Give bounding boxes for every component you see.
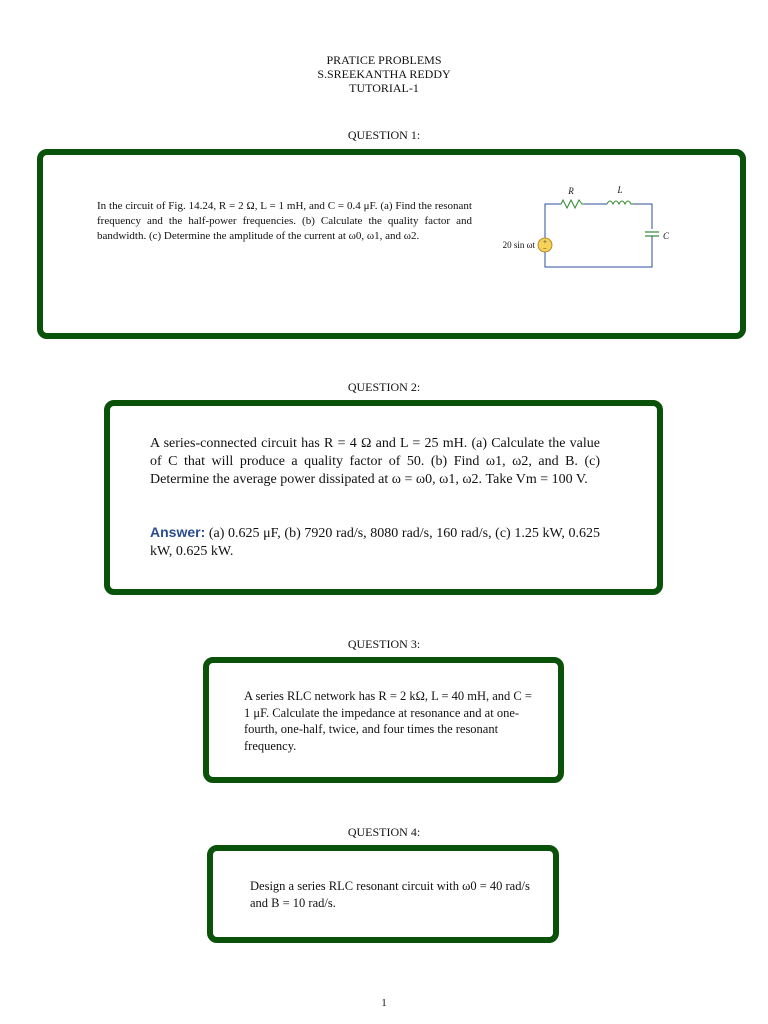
- source-label: 20 sin ωt: [502, 240, 535, 250]
- question-2-text: A series-connected circuit has R = 4 Ω and L = 25 mH. (a) Calculate the value of C that will produce a quality factor of 50. (b) Find ω1, ω2, and B. (c) Determine the average power dissipated at ω = ω0, ω1, ω2. Take Vm = 100 V.: [150, 436, 600, 487]
- source-minus-sign: −: [543, 245, 547, 253]
- page-number: 1: [381, 997, 387, 1009]
- inductor-label: L: [617, 185, 623, 195]
- inductor-symbol: [607, 201, 633, 204]
- resistor-symbol: [561, 200, 584, 208]
- document-subtitle: TUTORIAL-1: [349, 81, 419, 95]
- source-plus-sign: +: [543, 238, 547, 246]
- question-2-box: [104, 400, 663, 595]
- question-2-answer: [150, 523, 600, 561]
- answer-label: Answer:: [150, 524, 206, 540]
- question-3-box: [203, 657, 564, 783]
- capacitor-symbol: [645, 232, 659, 236]
- resistor-label: R: [568, 186, 574, 196]
- question-1-box: [37, 149, 746, 339]
- question-4-label: QUESTION 4:: [347, 825, 421, 839]
- question-4-box: [207, 845, 559, 943]
- question-3-text: A series RLC network has R = 2 kΩ, L = 40 mH, and C = 1 μF. Calculate the impedance at resonance and at one-fourth, one-half, twice, and four times the resonant frequency.: [244, 689, 532, 753]
- answer-text: (a) 0.625 μF, (b) 7920 rad/s, 8080 rad/s, 160 rad/s, (c) 1.25 kW, 0.625 kW, 0.625 kW.: [150, 526, 600, 559]
- document-author: S.SREEKANTHA REDDY: [317, 67, 451, 81]
- circuit-wires: [545, 204, 652, 267]
- question-1-text: In the circuit of Fig. 14.24, R = 2 Ω, L = 1 mH, and C = 0.4 μF. (a) Find the resonant frequency and the half-power frequencies. (b) Calculate the quality factor and bandwidth. (c) Determine the amplitude of the current at ω0, ω1, and ω2.: [97, 200, 472, 242]
- capacitor-label: C: [663, 231, 670, 241]
- question-2-label: QUESTION 2:: [347, 380, 421, 394]
- document-title: PRATICE PROBLEMS: [326, 53, 442, 67]
- circuit-diagram: [489, 177, 689, 277]
- question-4-text: Design a series RLC resonant circuit with ω0 = 40 rad/s and B = 10 rad/s.: [250, 879, 530, 910]
- question-3-label: QUESTION 3:: [347, 637, 421, 651]
- question-1-label: QUESTION 1:: [347, 128, 421, 142]
